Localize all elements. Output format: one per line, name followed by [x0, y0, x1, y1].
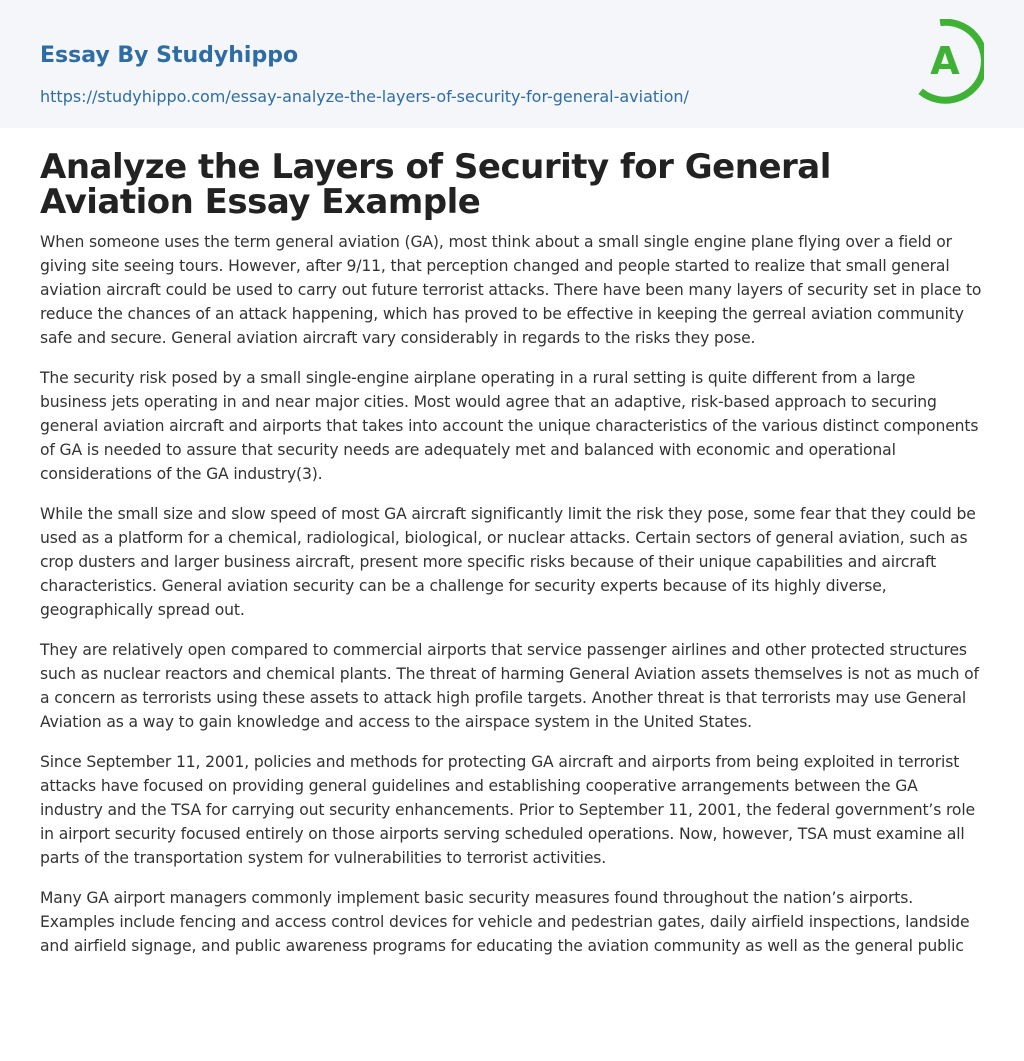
essay-paragraph: While the small size and slow speed of most GA aircraft significantly limit the risk they pose, some fear that they could be used as a platform for a chemical, radiological, biological, or nuclear attacks. Certain sectors of general aviation, such as crop dusters and larger business aircraft, present more specific risks because of their unique capabilities and aircraft characteristics. General aviation security can be a challenge for security experts because of its highly diverse, geographically spread out.: [40, 505, 976, 619]
essay-content: [0, 147, 1024, 958]
essay-url-link[interactable]: https://studyhippo.com/essay-analyze-the-layers-of-security-for-general-aviation/: [40, 87, 689, 106]
essay-paragraph: They are relatively open compared to commercial airports that service passenger airlines and other protected structures such as nuclear reactors and chemical plants. The threat of harming General Aviation assets themselves is not as much of a concern as terrorists using these assets to attack high profile targets. Another threat is that terrorists may use General Aviation as a way to gain knowledge and access to the airspace system in the United States.: [40, 641, 979, 731]
site-brand[interactable]: Essay By Studyhippo: [40, 43, 299, 68]
essay-paragraph: Since September 11, 2001, policies and methods for protecting GA aircraft and airports from being exploited in terrorist attacks have focused on providing general guidelines and establishing cooperative arrangements between the GA industry and the TSA for carrying out security enhancements. Prior to September 11, 2001, the federal government’s role in airport security focused entirely on those airports serving scheduled operations. Now, however, TSA must examine all parts of the transportation system for vulnerabilities to terrorist activities.: [40, 753, 975, 867]
essay-title: Analyze the Layers of Security for General Aviation Essay Example: [40, 147, 831, 222]
essay-paragraph: The security risk posed by a small single-engine airplane operating in a rural setting is quite different from a large business jets operating in and near major cities. Most would agree that an adaptive, risk-based approach to securing general aviation aircraft and airports that takes into account the unique characteristics of the various distinct components of GA is needed to assure that security needs are adequately met and balanced with economic and operational considerations of the GA industry(3).: [40, 369, 979, 483]
logo-letter: A: [930, 39, 960, 83]
studyhippo-logo-icon[interactable]: [914, 19, 984, 105]
site-header: [0, 0, 1024, 128]
essay-paragraph: When someone uses the term general aviation (GA), most think about a small single engine plane flying over a field or giving site seeing tours. However, after 9/11, that perception changed and people started to realize that small general aviation aircraft could be used to carry out future terrorist attacks. There have been many layers of security set in place to reduce the chances of an attack happening, which has proved to be effective in keeping the gerreal aviation community safe and secure. General aviation aircraft vary considerably in regards to the risks they pose.: [40, 233, 982, 347]
essay-paragraph: Many GA airport managers commonly implement basic security measures found throughout the nation’s airports. Examples include fencing and access control devices for vehicle and pedestrian gates, daily airfield inspections, landside and airfield signage, and public awareness programs for educating the aviation community as well as the general public: [40, 889, 970, 955]
